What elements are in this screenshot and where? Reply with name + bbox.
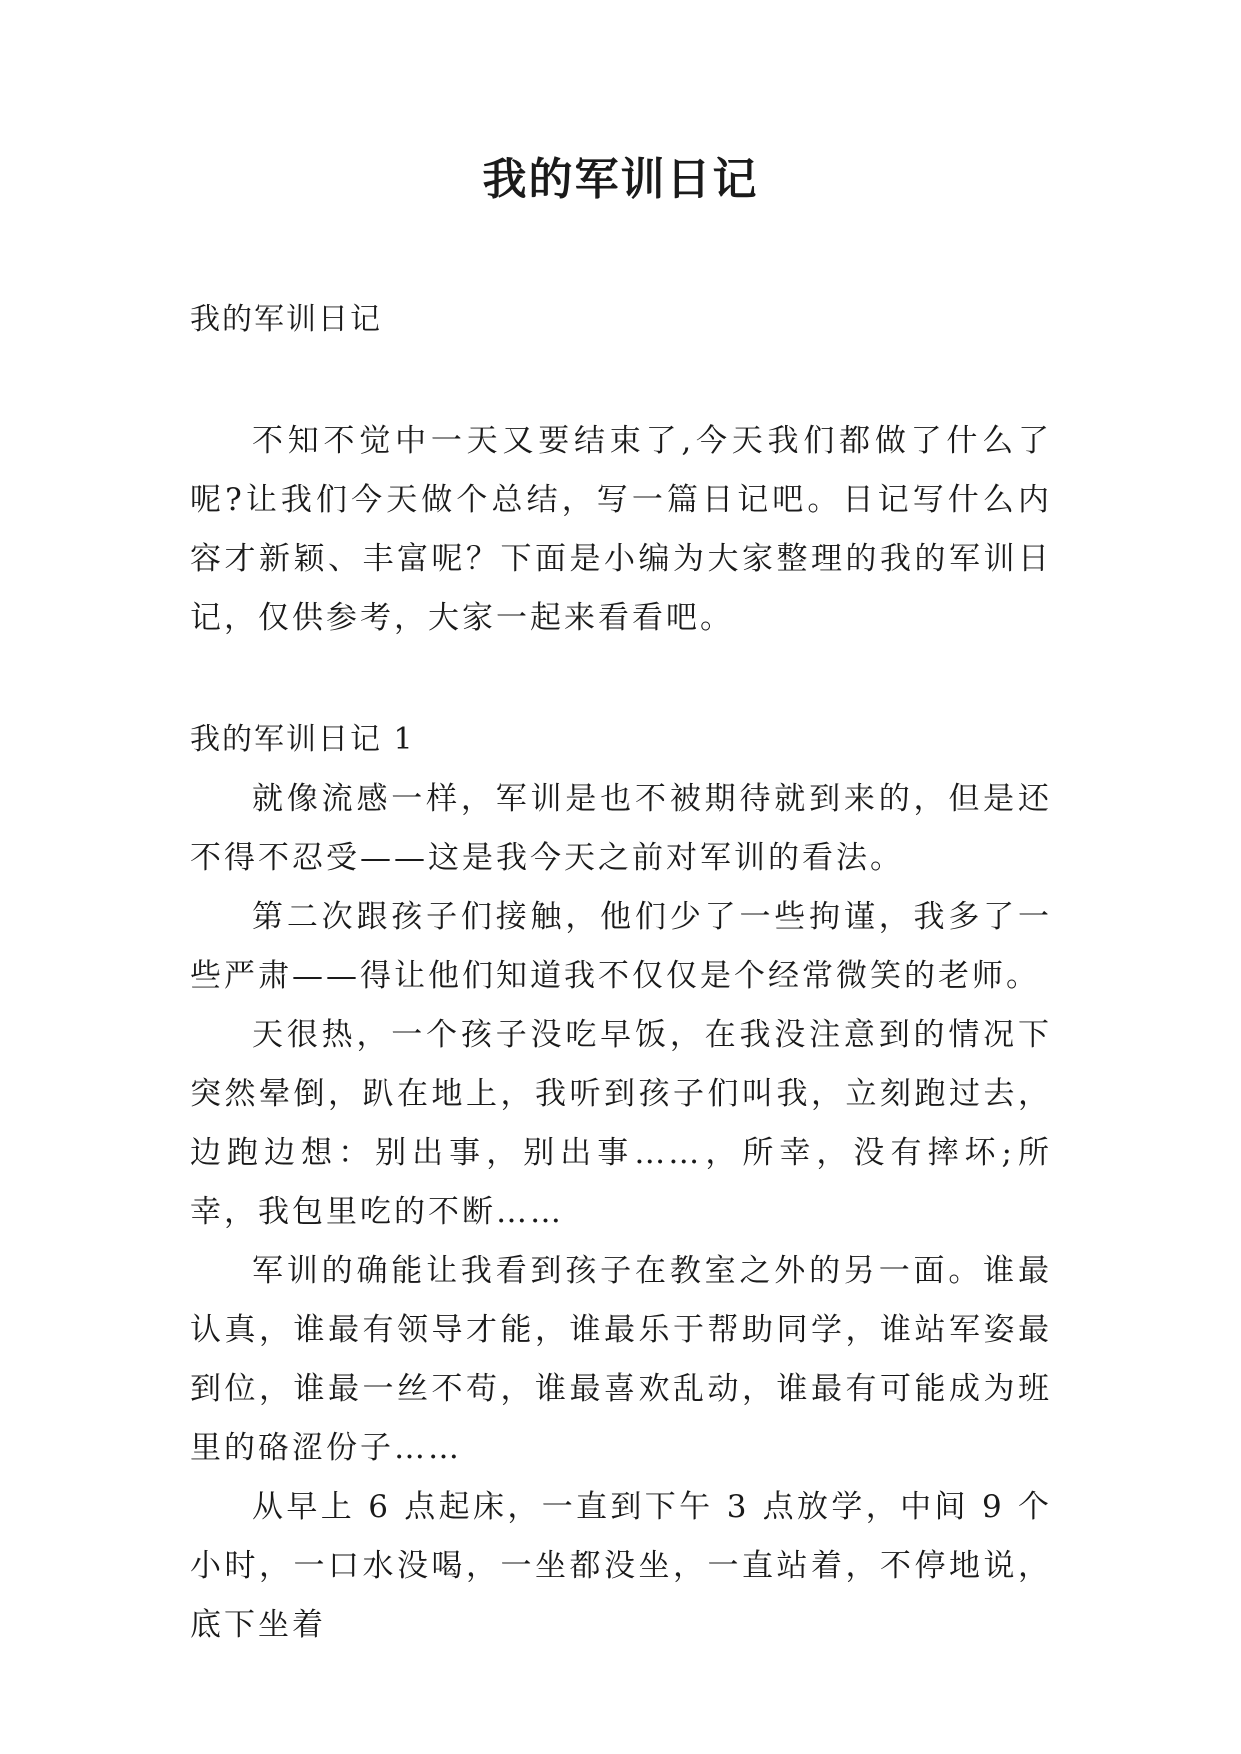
section-heading: 我的军训日记 1	[190, 722, 415, 757]
body-paragraph: 军训的确能让我看到孩子在教室之外的另一面。谁最认真，谁最有领导才能，谁最乐于帮助同学，谁站军姿最到位，谁最一丝不苟，谁最喜欢乱动，谁最有可能成为班里的硌涩份子……	[190, 1253, 1052, 1466]
intro-paragraph: 不知不觉中一天又要结束了,今天我们都做了什么了呢?让我们今天做个总结，写一篇日记吧。日记写什么内容才新颖、丰富呢？下面是小编为大家整理的我的军训日记，仅供参考，大家一起来看看吧。	[190, 423, 1052, 636]
body-paragraph: 从早上 6 点起床，一直到下午 3 点放学，中间 9 个小时，一口水没喝，一坐都没坐，一直站着，不停地说，底下坐着	[190, 1489, 1052, 1643]
body-paragraph: 就像流感一样，军训是也不被期待就到来的，但是还不得不忍受——这是我今天之前对军训的看法。	[190, 781, 1052, 876]
body-paragraph: 第二次跟孩子们接触，他们少了一些拘谨，我多了一些严肃——得让他们知道我不仅仅是个经常微笑的老师。	[190, 899, 1052, 994]
document-body	[190, 290, 1052, 1655]
document-title: 我的军训日记	[482, 154, 759, 205]
body-paragraph: 天很热，一个孩子没吃早饭，在我没注意到的情况下突然晕倒，趴在地上，我听到孩子们叫我，立刻跑过去，边跑边想：别出事，别出事……，所幸，没有摔坏;所幸，我包里吃的不断……	[190, 1017, 1052, 1230]
document-subtitle: 我的军训日记	[190, 302, 382, 337]
